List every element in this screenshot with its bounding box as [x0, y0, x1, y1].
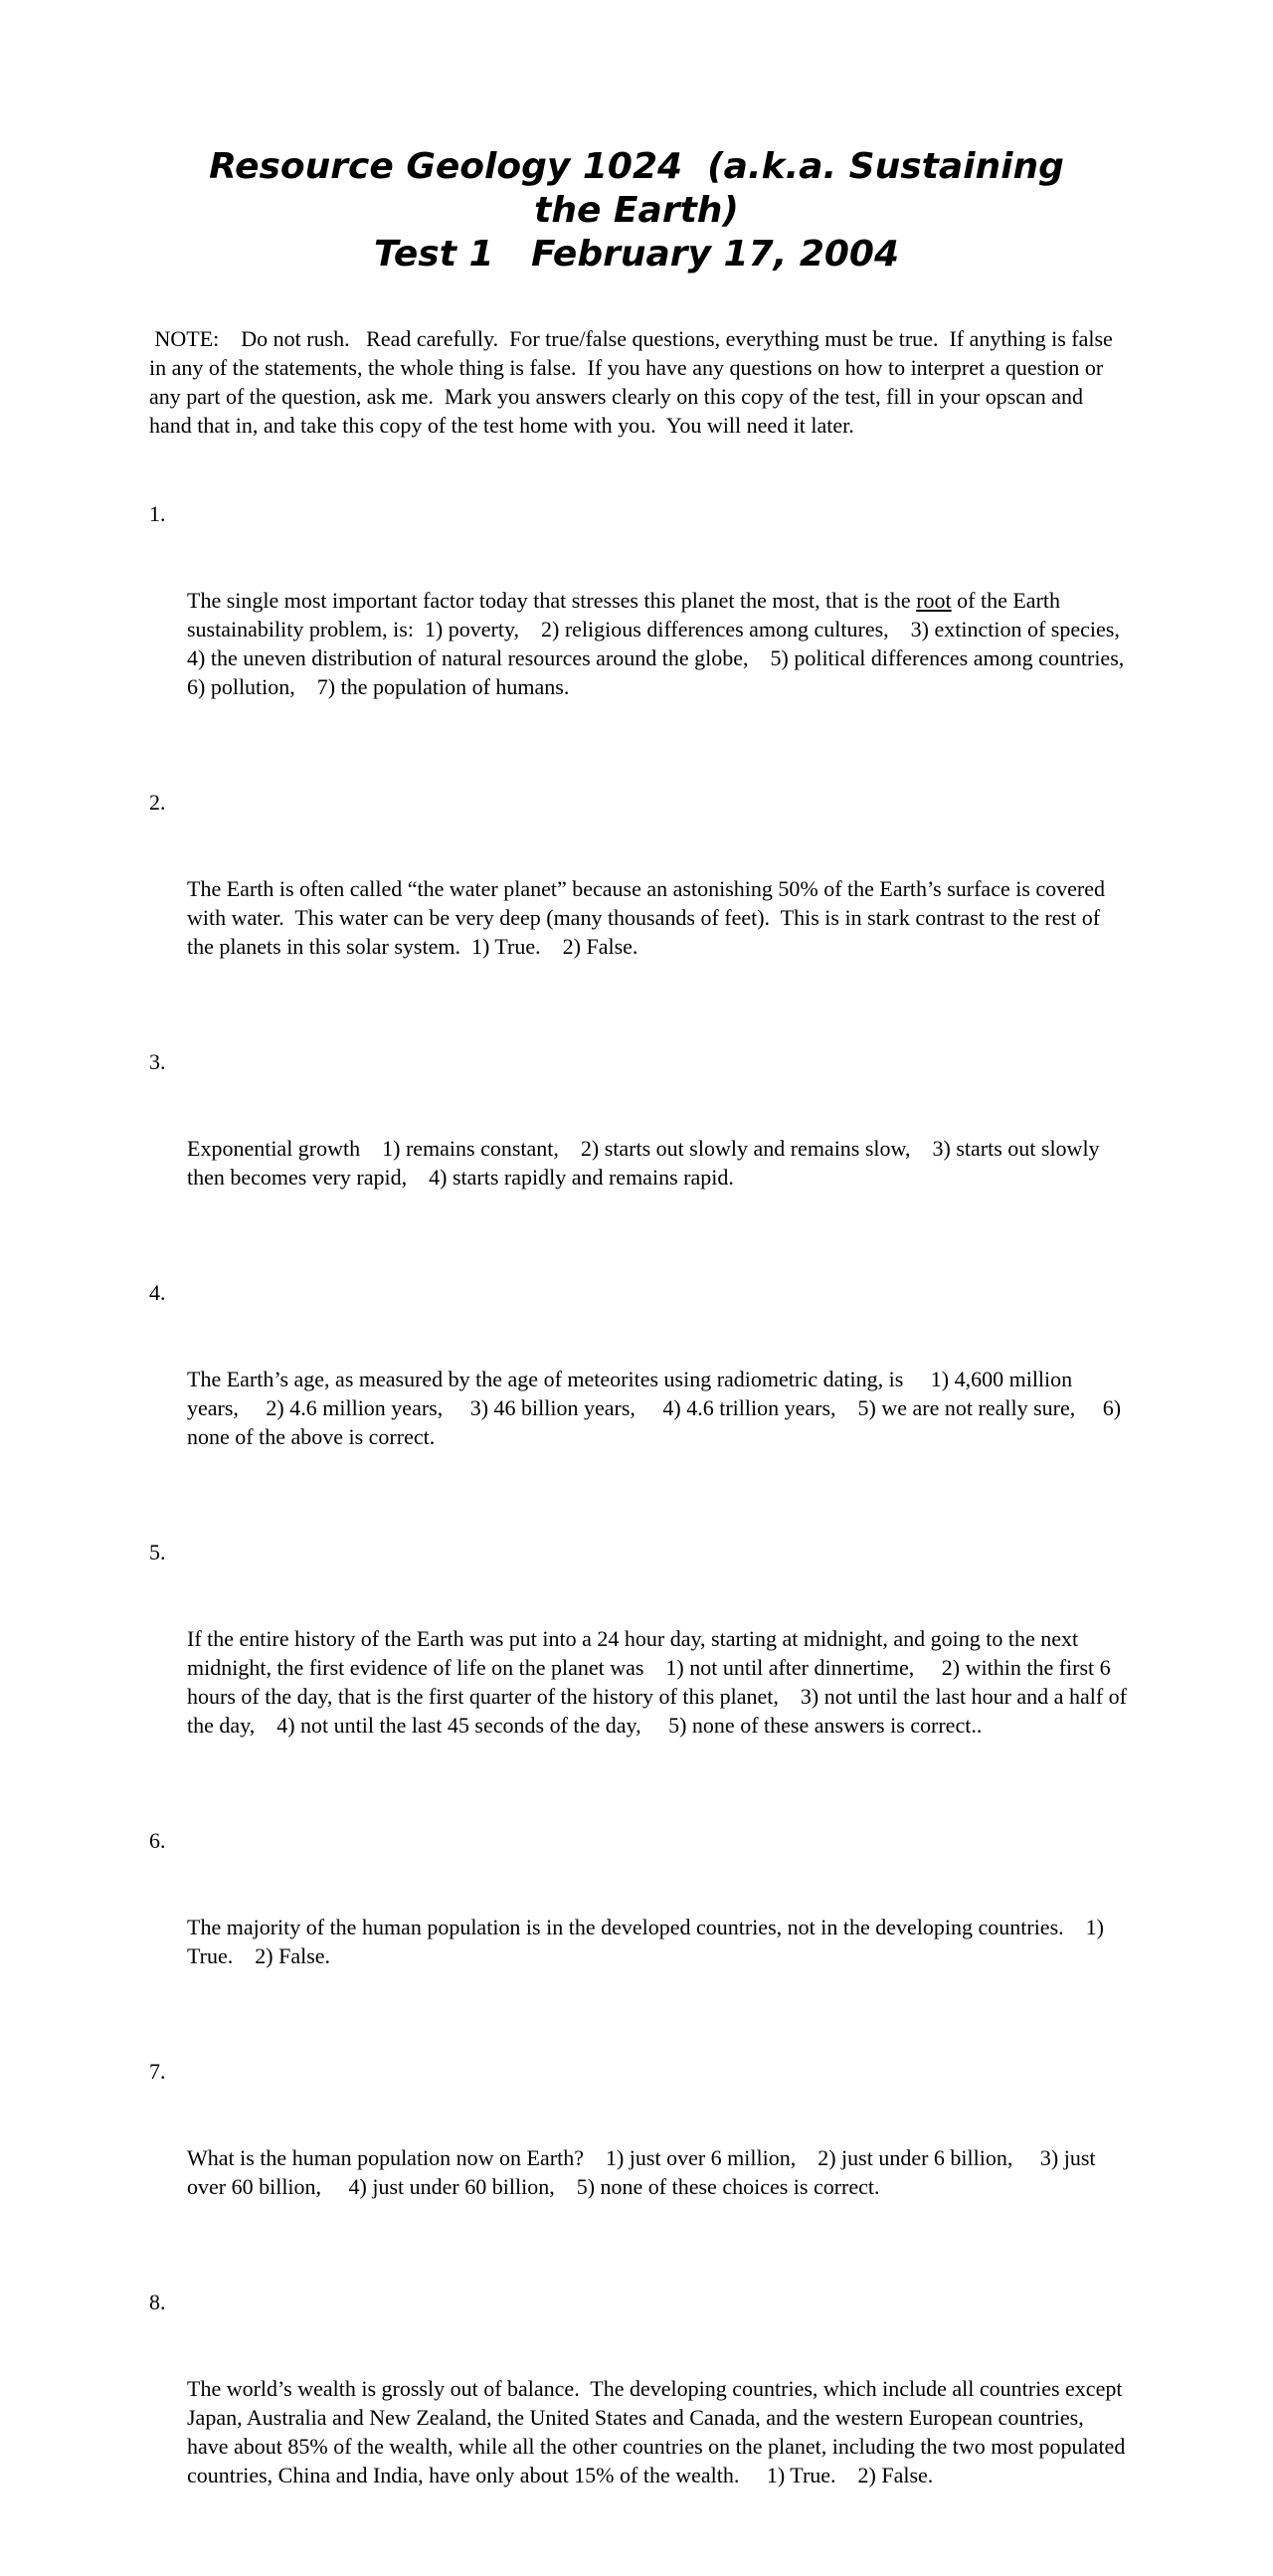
question-number: 7.	[149, 2059, 166, 2084]
question-number: 6.	[149, 1828, 166, 1853]
question-2	[149, 788, 1129, 1018]
question-number: 3.	[149, 1049, 166, 1074]
question-6	[149, 1826, 1129, 2028]
question-number: 5.	[149, 1540, 166, 1564]
question-text: If the entire history of the Earth was put into a 24 hour day, starting at midnight, and going to the next midnight, the first evidence of life on the planet was 1) not until after dinnertime, 2) within the first 6 hours of the day, that is the first quarter of the history of this planet, 3) not until the last hour and a half of the day, 4) not until the last 45 seconds of the day, 5) none of these answers is correct..	[187, 1626, 1133, 1738]
title-line-2: the Earth)	[534, 190, 739, 231]
question-5	[149, 1538, 1133, 1797]
question-3	[149, 1047, 1129, 1249]
question-number: 1.	[149, 501, 166, 526]
question-1	[149, 499, 1152, 759]
question-8	[149, 2288, 1129, 2547]
question-text: The world’s wealth is grossly out of balance. The developing countries, which include all countries except Japan, Australia and New Zealand, the United States and Canada, and the western European countries, have about 85% of the wealth, while all the other countries on the planet, including the two most populated countries, China and India, have only about 15% of the wealth. 1) True. 2) False.	[187, 2376, 1131, 2487]
question-text: What is the human population now on Earth? 1) just over 6 million, 2) just under 6 billion, 3) just over 60 billion, 4) just under 60 billion, 5) none of these choices is correct.	[187, 2145, 1101, 2199]
question-text: The majority of the human population is in the developed countries, not in the developing countries. 1) True. 2) False.	[187, 1915, 1110, 1968]
question-text	[187, 586, 1152, 701]
document-title	[149, 145, 1124, 276]
question-text: Exponential growth 1) remains constant, 2) starts out slowly and remains slow, 3) starts out slowly then becomes very rapid, 4) starts rapidly and remains rapid.	[187, 1136, 1106, 1190]
question-text: The Earth is often called “the water planet” because an astonishing 50% of the Earth’s surface is covered with water. This water can be very deep (many thousands of feet). This is in stark contrast to the rest of the planets in this solar system. 1) True. 2) False.	[187, 876, 1111, 959]
question-text-part: of the Earth sustainability problem, is: 1) poverty, 2) religious differences among cultures, 3) extinction of species, 4) the uneven distribution of natural resources around the globe, 5) political differences among countries, 6) pollution, 7) the population of humans.	[187, 588, 1152, 699]
question-text: The Earth’s age, as measured by the age of meteorites using radiometric dating, is 1) 4,600 million years, 2) 4.6 million years, 3) 46 billion years, 4) 4.6 trillion years, 5) we are not really sure, 6) none of the above is correct.	[187, 1367, 1127, 1449]
question-7	[149, 2057, 1129, 2259]
question-number: 4.	[149, 1280, 166, 1305]
title-line-1: Resource Geology 1024 (a.k.a. Sustaining	[209, 146, 1064, 187]
underlined-word: root	[916, 588, 952, 613]
question-number: 2.	[149, 790, 166, 815]
question-number: 8.	[149, 2290, 166, 2314]
title-line-3: Test 1 February 17, 2004	[373, 234, 900, 275]
question-list	[149, 499, 1152, 2576]
instructions-note: NOTE: Do not rush. Read carefully. For true/false questions, everything must be true. If anything is false in any of the statements, the whole thing is false. If you have any questions on how to interpret a question or any part of the question, ask me. Mark you answers clearly on this copy of the test, fill in your opscan and hand that in, and take this copy of the test home with you. You will need it later.	[149, 326, 1119, 438]
question-text-part: The single most important factor today that stresses this planet the most, that is the	[187, 588, 917, 613]
question-4	[149, 1278, 1129, 1509]
